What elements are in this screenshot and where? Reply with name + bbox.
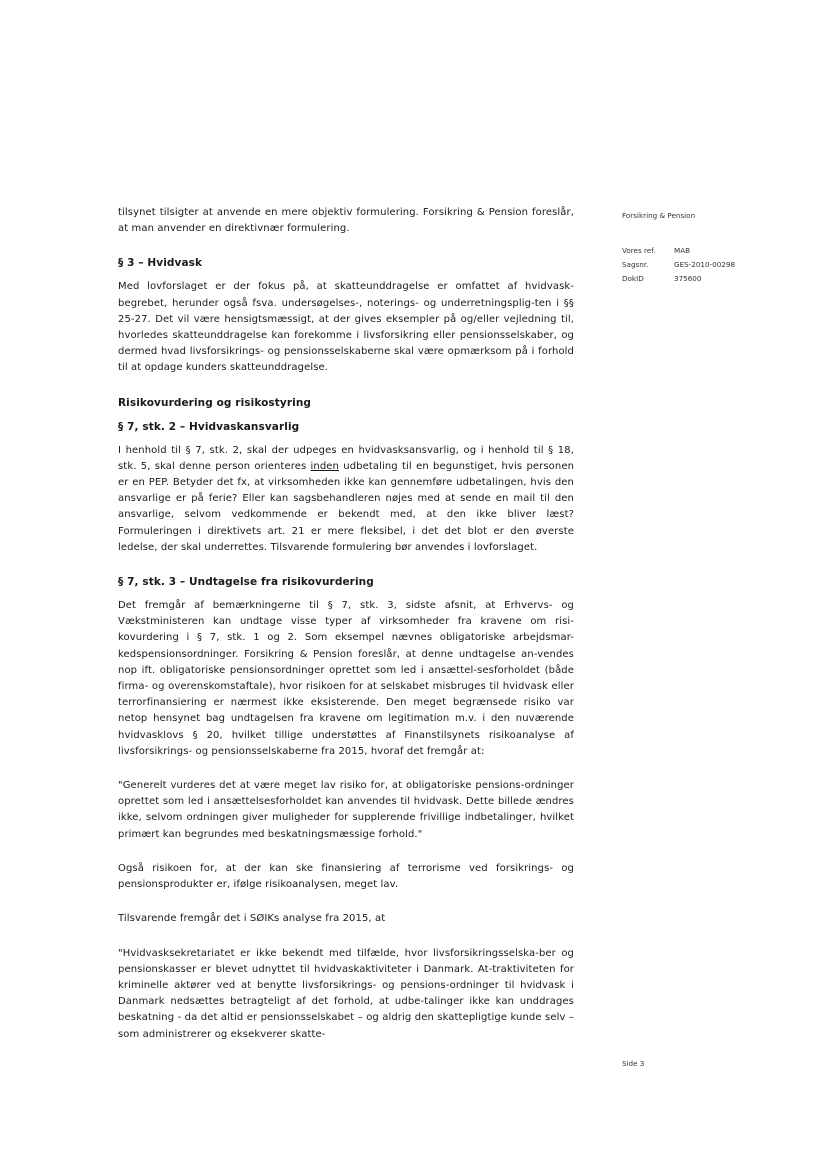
meta-label: Vores ref. — [622, 246, 656, 255]
section-heading-s7-2: § 7, stk. 2 – Hvidvaskansvarlig — [118, 420, 300, 433]
s7-2-text-a: I henhold til § 7, stk. 2, skal der udpeges en hvidvasksansvarlig, og i henhold til § 18, stk. 5, skal denne person orienteres — [118, 444, 574, 472]
document-body — [118, 205, 574, 1043]
section-heading-hvidvask: § 3 – Hvidvask — [118, 257, 203, 270]
section-heading-s7-3: § 7, stk. 3 – Undtagelse fra risikovurdering — [118, 576, 374, 589]
meta-row — [622, 272, 735, 286]
quote-finanstilsynet: "Generelt vurderes det at være meget lav risiko for, at obligatoriske pensions-ordninger oprettet som led i ansættelsesforholdet kan anvendes til hvidvask. Dette billede ændres ikke, selvom ordningen giver muligheder for supplerende frivillige indbetalinger, hvilket primært kan begrundes med beskatningsmæssige forhold." — [118, 780, 574, 840]
sidebar-org: Forsikring & Pension — [622, 211, 696, 220]
meta-row — [622, 244, 735, 258]
quote-soik: "Hvidvasksekretariatet er ikke bekendt med tilfælde, hvor livsforsikringsselska-ber og pensionskasser er blevet udnyttet til hvidvaskaktiviteter i Danmark. At-traktiviteten for kriminelle aktører ved at benytte livsforsikrings- og pensions-ordninger til hvidvask i Danmark nedsættes betragteligt af det forhold, at udbe-talinger ikke kan unddrages beskatning - da det altid er pensionsselskabet – og aldrig den skattepligtige kunde selv – som administrerer og eksekverer skatte- — [118, 947, 574, 1040]
meta-label: DokID — [622, 274, 644, 283]
s7-2-text-b: udbetaling til en begunstiget, hvis personen er en PEP. Betyder det fx, at virksomheden ikke kan gennemføre udbetalingen, hvis den ansvarlige er på ferie? Eller kan sagsbehandleren nøjes med at sende en mail til den ansvarlige, selvom vedkommende er bekendt med, at den ikke bliver læst? Formuleringen i direktivets art. 21 er mere fleksibel, i det det blot er den øverste ledelse, der skal underrettes. Tilsvarende formulering bør anvendes i lovforslaget. — [118, 460, 575, 553]
soik-paragraph: Tilsvarende fremgår det i SØIKs analyse fra 2015, at — [118, 913, 386, 925]
terror-paragraph: Også risikoen for, at der kan ske finansiering af terrorisme ved forsikrings- og pensionsprodukter er, ifølge risikoanalysen, meget lav. — [118, 862, 574, 891]
sidebar — [622, 209, 735, 286]
meta-value: GES-2010-00298 — [674, 260, 736, 269]
reference-block — [622, 244, 735, 286]
s7-2-paragraph — [118, 443, 574, 556]
meta-row — [622, 258, 735, 272]
hvidvask-paragraph: Med lovforslaget er der fokus på, at skatteunddragelse er omfattet af hvidvask-begrebet, herunder også fsva. undersøgelses-, noterings- og underretningsplig-ten i §§ 25-27. Det vil være hensigtsmæssigt, at der gives eksempler på og/eller vejledning til, hvorledes skatteunddragelse kan forekomme i livsforsikring eller pensionsselskaber, og dermed hvad livsforsikrings- og pensionsselskaberne skal være opmærksom på i forhold til at opdage kunders skatteunddragelse. — [118, 281, 574, 374]
intro-paragraph: tilsynet tilsigter at anvende en mere objektiv formulering. Forsikring & Pension foreslår, at man anvender en direktivnær formulering. — [118, 207, 574, 235]
s7-2-underlined-word: inden — [310, 460, 339, 472]
meta-label: Sagsnr. — [622, 260, 649, 269]
section-heading-risk: Risikovurdering og risikostyring — [118, 396, 312, 409]
meta-value: 375600 — [674, 274, 702, 283]
page-number: Side 3 — [622, 1059, 645, 1068]
s7-3-paragraph: Det fremgår af bemærkningerne til § 7, stk. 3, sidste afsnit, at Erhvervs- og Vækstministeren kan undtage visse typer af virksomheder fra kravene om risi-kovurdering i § 7, stk. 1 og 2. Som eksempel nævnes obligatoriske arbejdsmar-kedspensionsordninger. Forsikring & Pension foreslår, at denne undtagelse an-vendes nop ift. obligatoriske pensionsordninger oprettet som led i ansættel-sesforholdet (både firma- og overenskomstaftale), hvor risikoen for at selskabet misbruges til hvidvask eller terrorfinansiering er nærmest ikke eksisterende. Den meget begrænsede risiko var netop hensynet bag undtagelsen fra kravene om legitimation m.v. i den nuværende hvidvasklovs § 20, hvilket tillige understøttes af Finanstilsynets risikoanalyse af livsforsikrings- og pensionsselskaberne fra 2015, hvoraf det fremgår at: — [118, 600, 574, 757]
meta-value: MAB — [674, 246, 691, 255]
